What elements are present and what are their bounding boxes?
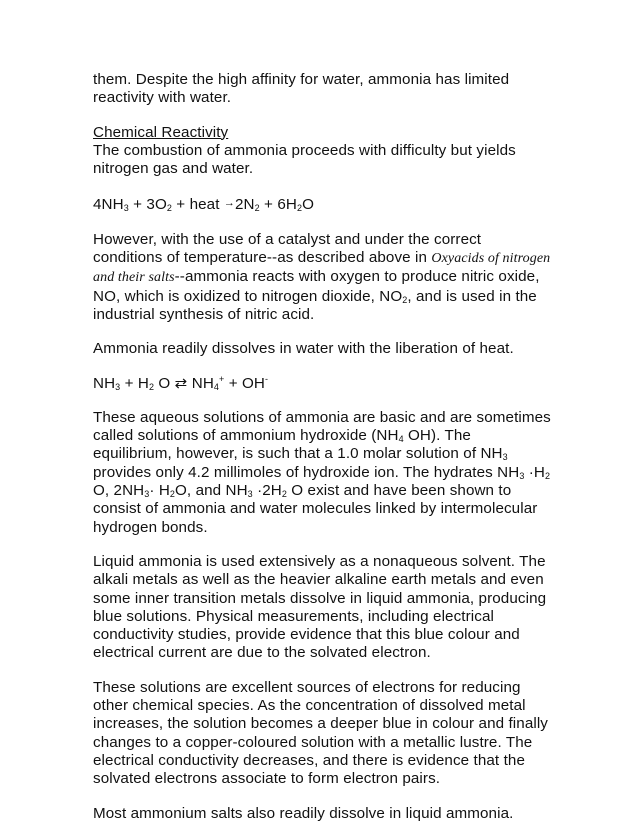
equation-term: + heat [171, 196, 224, 214]
subscript: 3 [502, 452, 508, 463]
equation-combustion [93, 194, 553, 214]
paragraph-text: These aqueous solutions of ammonia are basic and are sometimes called solutions of ammonium hydroxide (NH [93, 408, 551, 445]
subscript: 2 [166, 203, 172, 214]
reference-citation: Oxyacids of nitrogen and their salts [93, 251, 551, 286]
subscript: 2 [544, 470, 551, 481]
subscript: 3 [123, 203, 129, 214]
equation-term: 2N [234, 196, 255, 214]
equation-term: 4NH [93, 196, 124, 214]
equilibrium-arrow-icon: ⇄ [174, 374, 188, 392]
paragraph-text: ·2H [252, 482, 282, 500]
paragraph: Liquid ammonia is used extensively as a nonaqueous solvent. The alkali metals as well as the heavier alkaline earth metals and even some inner transition metals dissolve in liquid ammonia, producing blue solutions. Physical measurements, including electrical conductivity studies, provide evidence that this blue colour and electrical current are due to the solvated electron. [93, 552, 547, 662]
equation-term: + OH [224, 374, 265, 392]
paragraph-text: OH). The equilibrium, however, is such that a 1.0 molar solution of NH [93, 427, 503, 463]
paragraph-text: · H [149, 482, 170, 500]
equation-term: O [154, 374, 175, 392]
paragraph-text: However, with the use of a catalyst and under the correct conditions of temperature--as described above in [93, 230, 482, 267]
paragraph-text: , and is used in the industrial synthesis of nitric acid. [93, 287, 537, 323]
subscript: 2 [148, 381, 155, 392]
equation-term: O [302, 196, 314, 214]
section [93, 124, 553, 179]
paragraph-text: ·H [524, 463, 545, 481]
subscript: 2 [402, 294, 408, 305]
equation-term: NH [93, 374, 116, 392]
equation-term: + 6H [259, 196, 297, 214]
subscript: 4 [398, 434, 404, 445]
subscript: 3 [247, 489, 253, 500]
subscript: 2 [281, 489, 287, 500]
paragraph-text: O exist and have been shown to consist of ammonia and water molecules linked by intermolecular hydrogen bonds. [93, 482, 538, 536]
paragraph: Most ammonium salts also readily dissolve in liquid ammonia. [93, 804, 514, 822]
paragraph: The combustion of ammonia proceeds with difficulty but yields nitrogen gas and water. [93, 141, 516, 178]
superscript: - [264, 373, 269, 384]
paragraph [93, 409, 553, 537]
subscript: 2 [169, 489, 176, 500]
subscript: 3 [519, 470, 525, 481]
paragraph-text: provides only 4.2 millimoles of hydroxide ion. The hydrates NH [93, 463, 520, 481]
subscript: 2 [296, 203, 303, 214]
equation-term: + 3O [128, 196, 167, 214]
subscript: 3 [144, 489, 150, 500]
section-heading: Chemical Reactivity [93, 123, 229, 141]
paragraph: Ammonia readily dissolves in water with the liberation of heat. [93, 340, 514, 358]
document-body [93, 71, 553, 839]
subscript: 3 [115, 381, 121, 392]
paragraph-text: O, 2NH [93, 482, 145, 500]
equation-term: NH [187, 374, 214, 392]
paragraph: These solutions are excellent sources of electrons for reducing other chemical species. As the concentration of dissolved metal increases, the solution becomes a deeper blue in colour and finally changes to a copper-coloured solution with a metallic lustre. The electrical conductivity decreases, and there is evidence that the solvated electrons associate to form electron pairs. [93, 678, 549, 788]
reaction-arrow-icon: → [223, 197, 235, 210]
superscript: + [219, 373, 225, 384]
paragraph: them. Despite the high affinity for water, ammonia has limited reactivity with water. [93, 71, 510, 107]
equation-dissolution [93, 375, 553, 393]
equation-term: + H [120, 374, 149, 392]
paragraph-text: O, and NH [175, 482, 248, 500]
paragraph [93, 231, 553, 324]
subscript: 2 [254, 203, 260, 214]
subscript: 4 [213, 381, 220, 392]
paragraph-text: --ammonia reacts with oxygen to produce nitric oxide, NO, which is oxidized to nitrogen dioxide, NO [93, 268, 540, 305]
